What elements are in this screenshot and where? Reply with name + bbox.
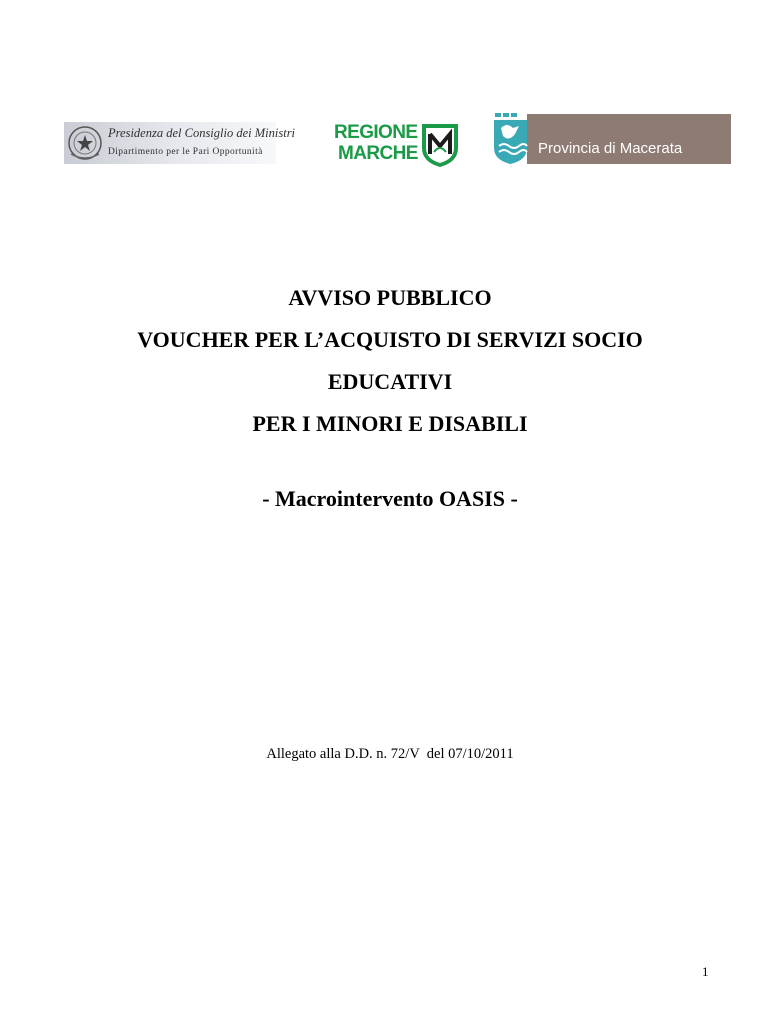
page-number: 1 bbox=[702, 964, 709, 979]
provincia-macerata-logo bbox=[493, 112, 731, 165]
regione-marche-line2: MARCHE bbox=[338, 143, 418, 164]
title-line-2: VOUCHER PER L’ACQUISTO DI SERVIZI SOCIO bbox=[137, 327, 643, 352]
presidenza-line2: Dipartimento per le Pari Opportunità bbox=[108, 147, 263, 157]
provincia-name-bar bbox=[527, 114, 731, 164]
annex-reference: Allegato alla D.D. n. 72/V del 07/10/2011 bbox=[266, 746, 514, 762]
presidenza-logo bbox=[64, 122, 296, 164]
title-line-1: AVVISO PUBBLICO bbox=[288, 285, 492, 310]
regione-marche-line1: REGIONE bbox=[334, 122, 418, 143]
provincia-name: Provincia di Macerata bbox=[538, 140, 683, 157]
notice-title bbox=[0, 277, 770, 445]
title-line-4: PER I MINORI E DISABILI bbox=[252, 411, 528, 436]
regione-marche-logo bbox=[334, 122, 462, 168]
regione-marche-badge-icon bbox=[420, 122, 460, 168]
macrointervento-subtitle: - Macrointervento OASIS - bbox=[262, 486, 518, 511]
provincia-crest-icon bbox=[493, 112, 531, 165]
presidenza-line1: Presidenza del Consiglio dei Ministri bbox=[108, 126, 296, 140]
italian-emblem-icon bbox=[66, 124, 104, 162]
title-line-3: EDUCATIVI bbox=[327, 369, 453, 394]
